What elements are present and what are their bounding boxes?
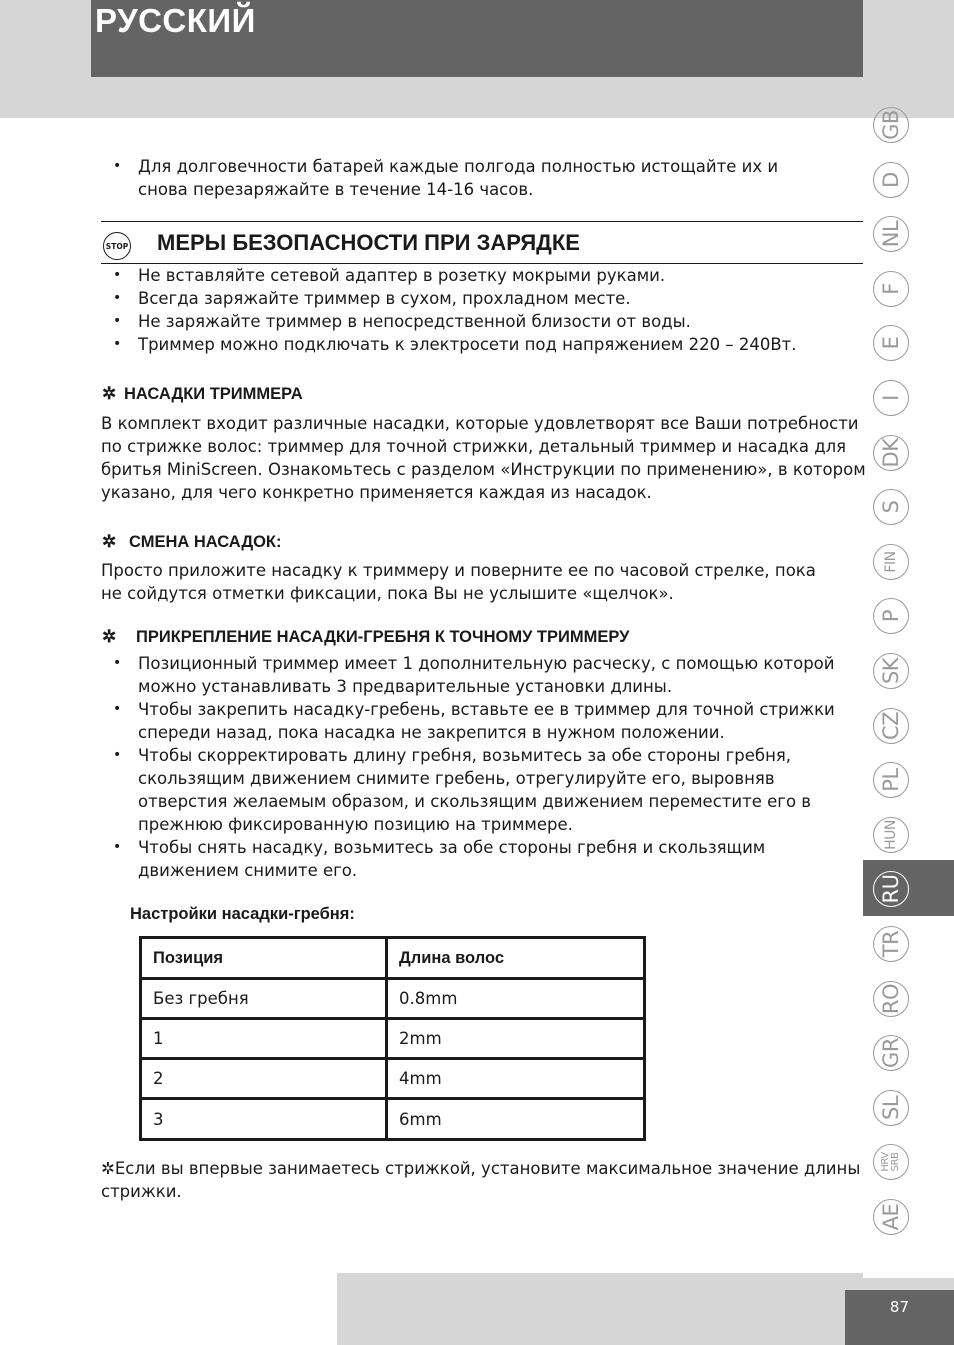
language-tab-dk[interactable] [873,435,909,471]
intro-bullet-list [101,155,821,201]
table-cell: 2 [141,1059,387,1099]
comb-heading [102,627,629,647]
table-row [141,1019,645,1059]
list-item: • Не вставляйте сетевой адаптер в розетку мокрыми руками. [101,264,851,287]
language-tab-label: NL [879,220,903,248]
table-header-cell: Длина волос [387,938,645,979]
language-tab-sl[interactable] [873,1090,909,1126]
sun-icon: ✲ [102,532,117,551]
language-tab-s[interactable] [873,489,909,525]
language-tab-e[interactable] [873,325,909,361]
language-tab-label: S [879,500,903,514]
language-tab-label: F [879,283,903,295]
language-tab-label: SL [879,1095,903,1121]
language-tab-label: SK [879,657,903,685]
language-tab-label: GB [879,110,903,140]
attachments-body: В комплект входит различные насадки, которые удовлетворят все Ваши потребности по стрижке волос: триммер для точной стрижки, детальный триммер и насадка для бритья MiniScreen. Ознакомьтесь с разделом «Инструкции по применению», в котором указано, для чего конкретно применяется каждая из насадок. [101,414,866,502]
language-tab-sk[interactable] [873,653,909,689]
change-body: Просто приложите насадку к триммеру и поверните ее по часовой стрелке, пока не сойдутся отметки фиксации, пока Вы не услышите «щелчок». [101,561,816,603]
language-tab-label: HRV SRB [880,1152,901,1172]
list-item: • Чтобы скорректировать длину гребня, возьмитесь за обе стороны гребня, скользящим движением снимите гребень, отрегулируйте его, выровняв отверстия желаемым образом, и скользящим движением переместите его в прежнюю фиксированную позицию на триммере. [101,744,861,836]
language-tab-label: DK [879,438,903,468]
language-tab-ro[interactable] [873,981,909,1017]
change-heading-text: СМЕНА НАСАДОК: [129,533,282,551]
language-tab-f[interactable] [873,271,909,307]
table-caption: Настройки насадки-гребня: [130,905,355,923]
table-row [141,1099,645,1140]
language-tab-i[interactable] [873,380,909,416]
language-tab-pl[interactable] [873,762,909,798]
safety-bullet-list [101,264,851,356]
language-tab-cz[interactable] [873,708,909,744]
table-cell: 6mm [387,1099,645,1140]
language-tab-fin[interactable] [873,544,909,580]
language-tab-label: RU [879,874,903,904]
language-tab-hrv-srb[interactable] [873,1144,909,1180]
language-tab-nl[interactable] [873,216,909,252]
language-tab-label: CZ [879,711,903,741]
language-tab-ae[interactable] [873,1199,909,1235]
table-header-cell: Позиция [141,938,387,979]
page-number-box [845,1290,954,1345]
table-cell: Без гребня [141,979,387,1019]
list-item: • Позиционный триммер имеет 1 дополнительную расческу, с помощью которой можно устанавливать 3 предварительные установки длины. [101,652,861,698]
comb-heading-text: ПРИКРЕПЛЕНИЕ НАСАДКИ-ГРЕБНЯ К ТОЧНОМУ ТРИММЕРУ [136,628,630,646]
note-paragraph [101,1157,861,1203]
table-row [141,979,645,1019]
language-tab-gb[interactable] [873,107,909,143]
list-item: • Чтобы закрепить насадку-гребень, вставьте ее в триммер для точной стрижки спереди назад, пока насадка не закрепится в нужном положении. [101,698,861,744]
comb-settings-table [139,936,646,1141]
language-tab-p[interactable] [873,598,909,634]
list-item: • Для долговечности батарей каждые полгода полностью истощайте их и снова перезаряжайте в течение 14-16 часов. [101,155,821,201]
sun-icon: ✲ [101,1159,115,1178]
table-row [141,1059,645,1099]
attachments-heading [102,384,303,404]
list-item: • Не заряжайте триммер в непосредственной близости от воды. [101,310,851,333]
language-tab-label: RO [879,983,903,1015]
language-tab-label: E [879,336,903,350]
language-tab-label: I [879,395,903,401]
comb-bullet-list [101,652,861,882]
sun-icon: ✲ [102,384,117,403]
section-rule-top [101,221,863,222]
language-tab-label: P [879,609,903,623]
table-cell: 2mm [387,1019,645,1059]
list-item: • Триммер можно подключать к электросети под напряжением 220 – 240Вт. [101,333,851,356]
page-number: 87 [889,1298,909,1316]
table-cell: 0.8mm [387,979,645,1019]
language-tab-label: D [879,172,903,188]
note-text: Если вы впервые занимаетесь стрижкой, установите максимальное значение длины стрижки. [101,1159,861,1201]
language-tab-ru[interactable] [873,871,909,907]
language-tab-gr[interactable] [873,1035,909,1071]
table-header-row [141,938,645,979]
stop-icon: STOP [103,232,131,260]
table-cell: 4mm [387,1059,645,1099]
change-heading [102,532,281,552]
language-tab-label: HUN [883,820,899,850]
attachments-heading-text: НАСАДКИ ТРИММЕРА [124,385,303,403]
safety-heading: МЕРЫ БЕЗОПАСНОСТИ ПРИ ЗАРЯДКЕ [157,230,580,255]
list-item: • Чтобы снять насадку, возьмитесь за обе стороны гребня и скользящим движением снимите его. [101,836,861,882]
language-tab-hun[interactable] [873,817,909,853]
language-tab-label: FIN [883,551,899,573]
language-tab-d[interactable] [873,162,909,198]
sun-icon: ✲ [102,627,117,646]
footer-left-panel [0,1273,337,1345]
language-tab-label: TR [879,930,903,958]
language-tab-tr[interactable] [873,926,909,962]
list-item: • Всегда заряжайте триммер в сухом, прохладном месте. [101,287,851,310]
language-tab-label: PL [879,768,903,792]
language-tab-label: AE [879,1203,903,1231]
language-tab-label: GR [879,1038,903,1068]
table-cell: 1 [141,1019,387,1059]
table-cell: 3 [141,1099,387,1140]
page-title: РУССКИЙ [95,2,256,39]
